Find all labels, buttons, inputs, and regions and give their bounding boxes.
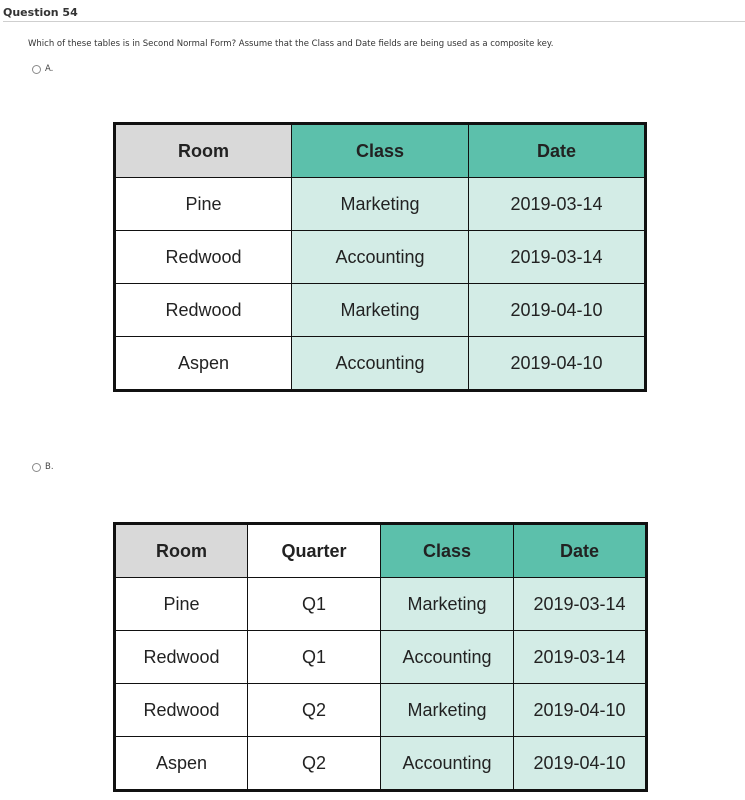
table-header-cell: Date	[469, 124, 646, 178]
table-cell: 2019-04-10	[514, 737, 647, 791]
table-cell: Aspen	[115, 737, 248, 791]
table-cell: Q1	[248, 578, 381, 631]
option-a-label: A.	[45, 64, 54, 74]
table-cell: Marketing	[381, 684, 514, 737]
table-header-cell: Quarter	[248, 524, 381, 578]
option-a-table	[113, 122, 647, 392]
title-divider	[3, 21, 745, 22]
table-cell: 2019-03-14	[514, 578, 647, 631]
table-cell: 2019-04-10	[514, 684, 647, 737]
table-header-cell: Class	[381, 524, 514, 578]
table-cell: Redwood	[115, 231, 292, 284]
table-cell: 2019-04-10	[469, 284, 646, 337]
table-row	[115, 631, 647, 684]
table-cell: Pine	[115, 178, 292, 231]
table-header-row	[115, 524, 647, 578]
table-cell: Marketing	[292, 284, 469, 337]
table-cell: Redwood	[115, 631, 248, 684]
table-row	[115, 578, 647, 631]
table-cell: 2019-03-14	[514, 631, 647, 684]
table-cell: Accounting	[381, 737, 514, 791]
table-row	[115, 684, 647, 737]
table-cell: Accounting	[292, 337, 469, 391]
option-b-table	[113, 522, 648, 792]
table-cell: Redwood	[115, 684, 248, 737]
table-cell: Marketing	[381, 578, 514, 631]
question-title: Question 54	[3, 6, 78, 19]
table-row	[115, 337, 646, 391]
table-row	[115, 178, 646, 231]
table-cell: Q1	[248, 631, 381, 684]
table-cell: Aspen	[115, 337, 292, 391]
table-header-cell: Room	[115, 124, 292, 178]
table-row	[115, 231, 646, 284]
question-text: Which of these tables is in Second Normal Form? Assume that the Class and Date fields are being used as a composite key.	[28, 39, 554, 49]
option-a[interactable]	[32, 64, 53, 74]
option-b-radio[interactable]	[32, 463, 41, 472]
table-cell: Redwood	[115, 284, 292, 337]
table-header-cell: Date	[514, 524, 647, 578]
option-a-radio[interactable]	[32, 65, 41, 74]
table-row	[115, 737, 647, 791]
table-cell: Marketing	[292, 178, 469, 231]
table-header-cell: Class	[292, 124, 469, 178]
table-cell: 2019-04-10	[469, 337, 646, 391]
option-b[interactable]	[32, 462, 54, 472]
table-header-row	[115, 124, 646, 178]
table-cell: Accounting	[381, 631, 514, 684]
table-row	[115, 284, 646, 337]
table-cell: Accounting	[292, 231, 469, 284]
table-cell: Q2	[248, 737, 381, 791]
table-header-cell: Room	[115, 524, 248, 578]
table-cell: Pine	[115, 578, 248, 631]
table-cell: Q2	[248, 684, 381, 737]
table-cell: 2019-03-14	[469, 178, 646, 231]
table-cell: 2019-03-14	[469, 231, 646, 284]
option-b-label: B.	[45, 462, 54, 472]
